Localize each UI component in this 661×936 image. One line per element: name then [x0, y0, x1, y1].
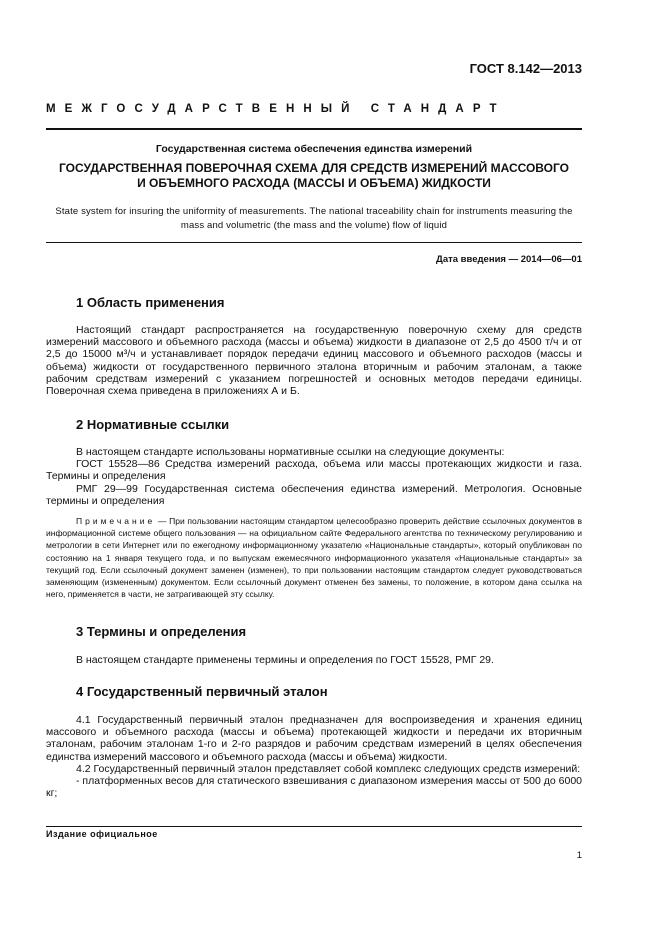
document-title-line-1: ГОСУДАРСТВЕННАЯ ПОВЕРОЧНАЯ СХЕМА ДЛЯ СРЕДСТВ ИЗМЕРЕНИЙ МАССОВОГО [59, 161, 569, 175]
document-number: ГОСТ 8.142—2013 [469, 61, 582, 76]
document-title-line-2: И ОБЪЕМНОГО РАСХОДА (МАССЫ И ОБЪЕМА) ЖИДКОСТИ [137, 176, 491, 190]
note-label: Примечание [76, 516, 156, 526]
section-4-heading: 4 Государственный первичный эталон [76, 684, 328, 699]
system-title: Государственная система обеспечения единства измерений [155, 143, 473, 155]
standard-type: МЕЖГОСУДАРСТВЕННЫЙ СТАНДАРТ [46, 103, 506, 115]
reference-rmg-29: РМГ 29—99 Государственная система обеспечения единства измерений. Метрология. Основные термины и определения [46, 482, 582, 507]
section-3-heading: 3 Термины и определения [76, 624, 247, 639]
section-2-body [46, 446, 582, 507]
section-3-body [46, 654, 582, 666]
header-divider [46, 128, 582, 130]
section-4-body [46, 714, 582, 799]
document-title [46, 161, 582, 191]
paragraph: Настоящий стандарт распространяется на государственную поверочную схему для средств измерений массового и объемного расхода (массы и объема) жидкости в диапазоне от 2,5 до 4500 т/ч и от 2,5 до 15000 м³/ч и устанавливает порядок передачи единиц массового и объемного расходов (массы и объема) жидкости от государственного первичного эталона вторичным и рабочим эталонам, а также рабочим средствам измерений с указанием погрешностей и основных методов передачи единицы. Поверочная схема приведена в приложениях А и Б. [46, 324, 582, 398]
footer-divider [46, 826, 582, 827]
note-text: — При пользовании настоящим стандартом целесообразно проверить действие ссылочных документов в информационной системе общего пользования — на официальном сайте Федерального агентства по техническому регулированию и метрологии в сети Интернет или по ежегодному информационному указателю «Национальные стандарты», который опубликован по состоянию на 1 января текущего года, и по выпускам ежемесячного информационного указателя «Национальные стандарты» за текущий год. Если ссылочный документ заменен (изменен), то при пользовании настоящим стандартом следует руководствоваться заменяющим (измененным) документом. Если ссылочный документ отменен без замены, то положение, в котором дана ссылка на него, применяется в части, не затрагивающей эту ссылку. [46, 516, 582, 600]
title-divider [46, 242, 582, 243]
page-number: 1 [576, 850, 582, 861]
reference-gost-15528: ГОСТ 15528—86 Средства измерений расхода, объема или массы протекающих жидкости и газа. Термины и определения [46, 458, 582, 483]
list-item: - платформенных весов для статического взвешивания с диапазоном измерения массы от 500 до 6000 кг; [46, 775, 582, 800]
english-title: State system for insuring the uniformity of measurements. The national traceability chain for instruments measuring the mass and volumetric (the mass and the volume) flow of liquid [55, 206, 573, 231]
paragraph-4-2: 4.2 Государственный первичный эталон представляет собой комплекс следующих средств измерений: [76, 762, 581, 775]
section-1-body [46, 324, 582, 397]
introduction-date: Дата введения — 2014—06—01 [436, 254, 582, 265]
edition-label: Издание официальное [46, 829, 158, 839]
section-1-heading: 1 Область применения [76, 295, 225, 310]
note-paragraph [46, 515, 582, 600]
paragraph-4-1: 4.1 Государственный первичный эталон предназначен для воспроизведения и хранения единиц массового и объемного расхода (массы и объема) протекающей жидкости и передачи их вторичным эталонам, рабочим эталонам 1-го и 2-го разрядов и рабочим средствам измерений в целях обеспечения единства измерений массового и объемного расхода (массы и объема) жидкости. [46, 714, 582, 763]
section-2-heading: 2 Нормативные ссылки [76, 417, 230, 432]
note [46, 515, 582, 600]
paragraph: В настоящем стандарте использованы нормативные ссылки на следующие документы: [76, 446, 505, 458]
paragraph: В настоящем стандарте применены термины и определения по ГОСТ 15528, РМГ 29. [76, 654, 494, 666]
